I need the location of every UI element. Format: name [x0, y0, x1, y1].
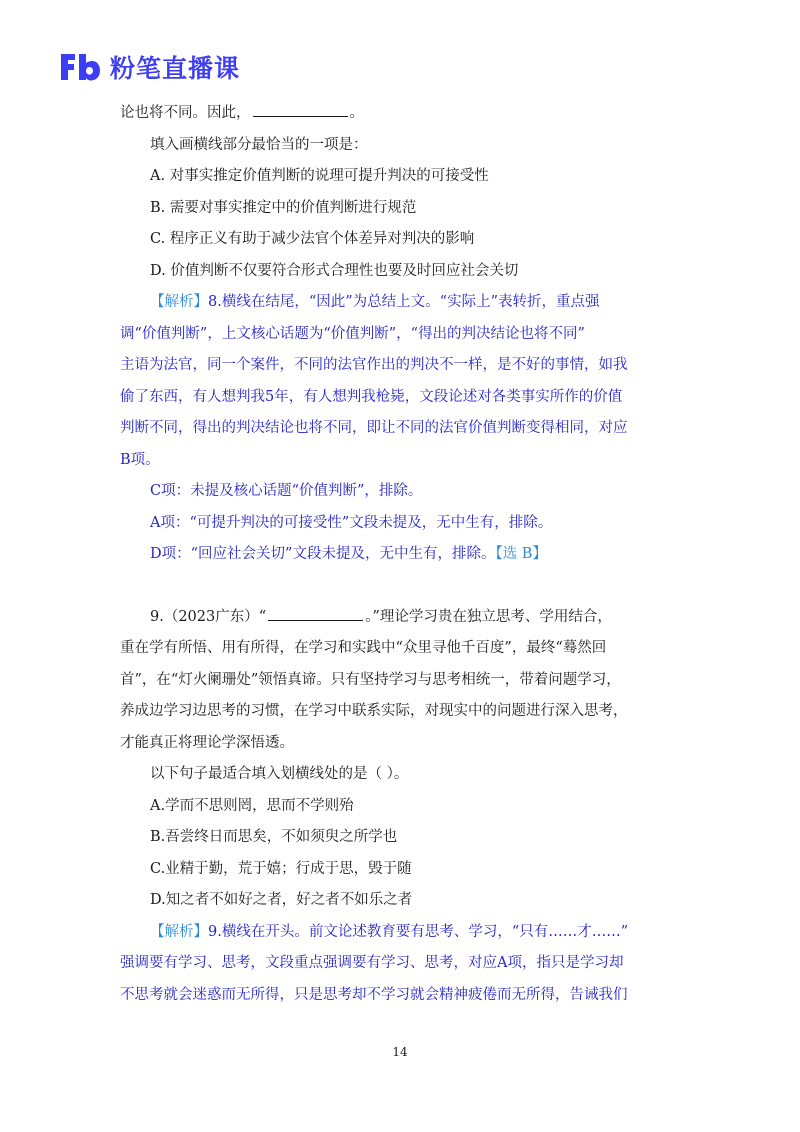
q8-option-a: A. 对事实推定价值判断的说理可提升判决的可接受性 — [150, 168, 489, 184]
q9-option-a: A.学而不思则罔，思而不学则殆 — [150, 797, 354, 814]
brand-logo — [58, 50, 240, 84]
q8-analysis-line: 调“价值判断”，上文核心话题为“价值判断”，“得出的判决结论也将不同” — [120, 325, 585, 342]
q8-stem-tail: 论也将不同。因此， 。 — [120, 98, 680, 130]
q8-answer: 【选 B】 — [495, 546, 547, 562]
page-number: 14 — [392, 1045, 408, 1059]
q9-option-b: B.吾尝终日而思矣，不如须臾之所学也 — [150, 829, 398, 845]
q9-option-c: C.业精于勤，荒于嬉；行成于思，毁于随 — [150, 860, 412, 877]
q8-prompt: 填入画横线部分最恰当的一项是： — [150, 136, 368, 153]
q9-stem-line: 养成边学习边思考的习惯，在学习中联系实际，对现实中的问题进行深入思考， — [120, 703, 628, 719]
q9-prompt: 以下句子最适合填入划横线处的是（ ）。 — [150, 766, 409, 782]
q8-analysis-line: B项。 — [120, 451, 160, 468]
q8-analysis-line: 【解析】8.横线在结尾，“因此”为总结上文。“实际上”表转折，重点强 — [150, 294, 600, 310]
question-gap — [120, 571, 680, 602]
q9-option-d: D.知之者不如好之者，好之者不如乐之者 — [150, 892, 413, 908]
q8-elimination-d: D项：“回应社会关切”文段未提及，无中生有，排除。【选 B】 — [150, 546, 547, 562]
answer-blank — [253, 102, 348, 117]
page-content — [120, 98, 680, 1011]
q9-stem-line: 重在学有所悟、用有所得，在学习和实践中“众里寻他千百度”，最终“蓦然回 — [120, 640, 607, 656]
answer-blank — [268, 606, 363, 621]
q8-option-c: C. 程序正义有助于减少法官个体差异对判决的影响 — [150, 231, 475, 247]
logo-text: 粉笔直播课 — [110, 54, 241, 83]
q9-stem-line: 首”，在“灯火阑珊处”领悟真谛。只有坚持学习与思考相统一，带着问题学习， — [120, 671, 621, 688]
q8-elimination-c: C项：未提及核心话题“价值判断”，排除。 — [150, 483, 423, 499]
q8-analysis-line: 主语为法官，同一个案件，不同的法官作出的判决不一样，是不好的事情，如我 — [120, 357, 628, 373]
fb-logo-icon — [58, 50, 102, 84]
q9-analysis-line: 不思考就会迷惑而无所得，只是思考却不学习就会精神疲倦而无所得，告诫我们 — [120, 986, 628, 1003]
q9-stem-line: 才能真正将理论学深悟透。 — [120, 734, 294, 751]
q8-analysis-line: 偷了东西，有人想判我5年，有人想判我枪毙，文段论述对各类事实所作的价值 — [120, 388, 623, 405]
q9-analysis-line: 【解析】9.横线在开头。前文论述教育要有思考、学习，“只有……才……” — [150, 923, 629, 940]
q8-elimination-a: A项：“可提升判决的可接受性”文段未提及，无中生有，排除。 — [150, 514, 553, 531]
q9-analysis-line: 强调要有学习、思考，文段重点强调要有学习、思考，对应A项，指只是学习却 — [120, 955, 624, 971]
analysis-tag: 【解析】 — [150, 923, 208, 940]
q8-option-b: B. 需要对事实推定中的价值判断进行规范 — [150, 199, 417, 216]
q9-stem-first-line: 9.（2023广东）“ 。”理论学习贵在独立思考、学用结合， — [120, 602, 680, 634]
analysis-tag: 【解析】 — [150, 294, 208, 310]
q8-analysis-line: 判断不同，得出的判决结论也将不同，即让不同的法官价值判断变得相同，对应 — [120, 420, 628, 436]
q8-option-d: D. 价值判断不仅要符合形式合理性也要及时回应社会关切 — [150, 262, 519, 279]
